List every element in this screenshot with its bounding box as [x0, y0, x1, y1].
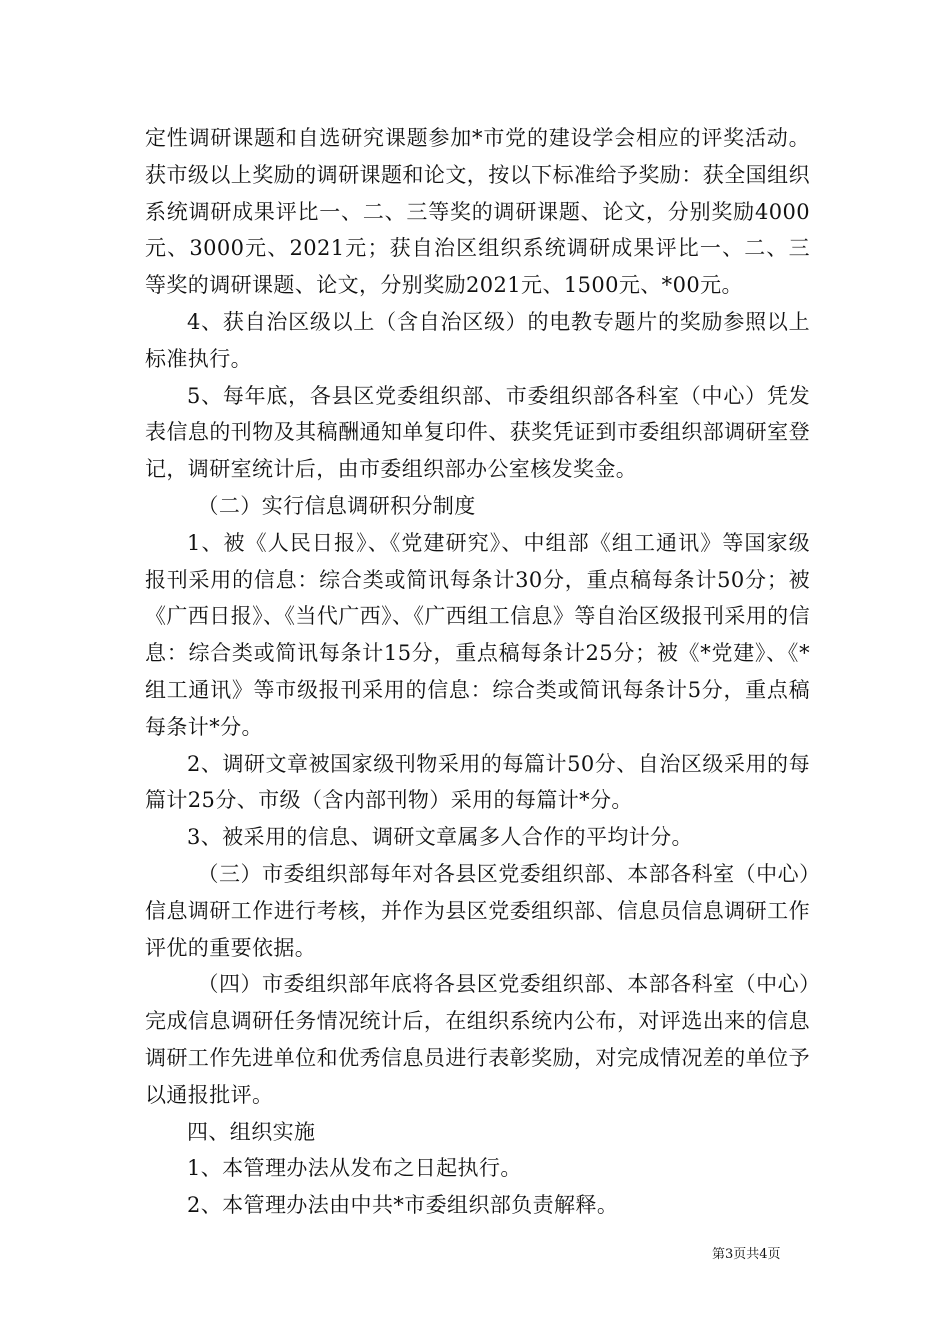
- document-body: [145, 120, 810, 1224]
- paragraph-1: 定性调研课题和自选研究课题参加*市党的建设学会相应的评奖活动。获市级以上奖励的调研课题和论文，按以下标准给予奖励：获全国组织系统调研成果评比一、二、三等奖的调研课题、论文，分别奖励4000元、3000元、2021元；获自治区组织系统调研成果评比一、二、三等奖的调研课题、论文，分别奖励2021元、1500元、*00元。: [145, 126, 810, 298]
- paragraph-2: 4、获自治区级以上（含自治区级）的电教专题片的奖励参照以上标准执行。: [145, 309, 810, 371]
- paragraph-9: （四）市委组织部年底将各县区党委组织部、本部各科室（中心）完成信息调研任务情况统计后，在组织系统内公布，对评选出来的信息调研工作先进单位和优秀信息员进行表彰奖励，对完成情况差的单位予以通报批评。: [145, 972, 810, 1107]
- paragraph-7: 3、被采用的信息、调研文章属多人合作的平均计分。: [187, 825, 693, 850]
- paragraph-8: （三）市委组织部每年对各县区党委组织部、本部各科室（中心）信息调研工作进行考核，并作为县区党委组织部、信息员信息调研工作评优的重要依据。: [145, 861, 810, 960]
- paragraph-5: 1、被《人民日报》、《党建研究》、中组部《组工通讯》等国家级报刊采用的信息：综合类或简讯每条计30分，重点稿每条计50分；被《广西日报》、《当代广西》、《广西组工信息》等自治区级报刊采用的信息：综合类或简讯每条计15分，重点稿每条计25分；被《*党建》、《*组工通讯》等市级报刊采用的信息：综合类或简讯每条计5分，重点稿每条计*分。: [145, 530, 810, 739]
- section-heading: 四、组织实施: [187, 1119, 316, 1144]
- page-number-footer: 第3页共4页: [712, 1247, 781, 1262]
- paragraph-6: 2、调研文章被国家级刊物采用的每篇计50分、自治区级采用的每篇计25分、市级（含内部刊物）采用的每篇计*分。: [145, 751, 810, 813]
- paragraph-12: 2、本管理办法由中共*市委组织部负责解释。: [187, 1193, 619, 1218]
- paragraph-11: 1、本管理办法从发布之日起执行。: [187, 1156, 522, 1181]
- paragraph-3: 5、每年底，各县区党委组织部、市委组织部各科室（中心）凭发表信息的刊物及其稿酬通知单复印件、获奖凭证到市委组织部调研室登记，调研室统计后，由市委组织部办公室核发奖金。: [145, 383, 810, 482]
- paragraph-4: （二）实行信息调研积分制度: [197, 493, 476, 518]
